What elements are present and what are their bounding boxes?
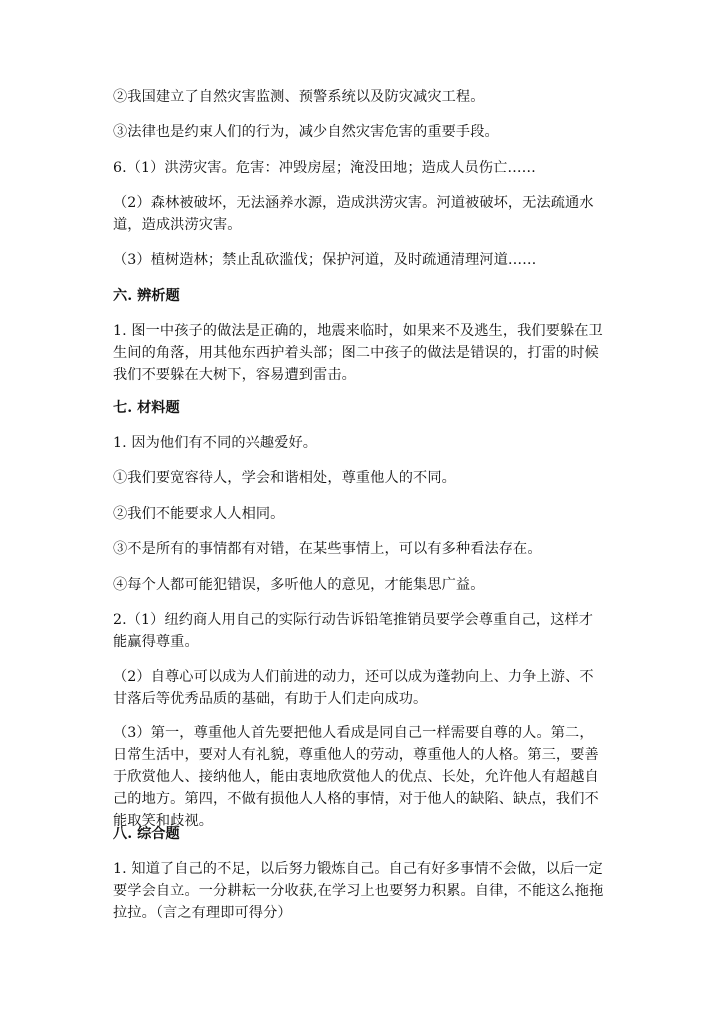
material-point-4: ④每个人都可能犯错误，多听他人的意见，才能集思广益。 [113,577,485,593]
section-heading-comprehensive: 八. 综合题 [113,826,180,842]
material-answer-2-part-3: （3）第一，尊重他人首先要把他人看成是同自己一样需要自尊的人。第二，日常生活中，要对人有礼貌，尊重他人的劳动，尊重他人的人格。第三，要善于欣赏他人、接纳他人，能由衷地欣赏他人的优点、长处，允许他人有超越自己的地方。第四，不做有损他人人格的事情，对于他人的缺陷、缺点，我们不能取笑和歧视。 [113,725,599,829]
material-point-3: ③不是所有的事情都有对错，在某些事情上，可以有多种看法存在。 [113,541,542,557]
question-6-part-3: （3）植树造林；禁止乱砍滥伐；保护河道，及时疏通清理河道…… [113,252,537,268]
material-point-2: ②我们不能要求人人相同。 [113,506,285,522]
material-answer-1: 1. 因为他们有不同的兴趣爱好。 [113,435,318,451]
comprehensive-answer-1: 1. 知道了自己的不足，以后努力锻炼自己。自己有好多事情不会做，以后一定要学会自立。一分耕耘一分收获,在学习上也要努力积累。自律，不能这么拖拖拉拉。（言之有理即可得分） [113,861,604,921]
answer-line-3: ③法律也是约束人们的行为，减少自然灾害危害的重要手段。 [113,124,499,140]
material-answer-2-part-1: 2.（1）纽约商人用自己的实际行动告诉铅笔推销员要学会尊重自己，这样才能赢得尊重。 [113,612,594,650]
question-6-part-1: 6.（1）洪涝灾害。危害：冲毁房屋；淹没田地；造成人员伤亡…… [113,160,536,176]
question-6-part-2: （2）森林被破坏，无法涵养水源，造成洪涝灾害。河道被破坏，无法疏通水道，造成洪涝灾害。 [113,195,594,233]
section-heading-material: 七. 材料题 [113,400,180,416]
material-point-1: ①我们要宽容待人，学会和谐相处，尊重他人的不同。 [113,470,456,486]
answer-line-2: ②我国建立了自然灾害监测、预警系统以及防灾减灾工程。 [113,89,485,105]
section-heading-analysis: 六. 辨析题 [113,288,180,304]
analysis-answer-1: 1. 图一中孩子的做法是正确的，地震来临时，如果来不及逃生，我们要躲在卫生间的角落，用其他东西护着头部；图二中孩子的做法是错误的，打雷的时候我们不要躲在大树下，容易遭到雷击。 [113,323,603,383]
material-answer-2-part-2: （2）自尊心可以成为人们前进的动力，还可以成为蓬勃向上、力争上游、不甘落后等优秀品质的基础，有助于人们走向成功。 [113,669,594,707]
